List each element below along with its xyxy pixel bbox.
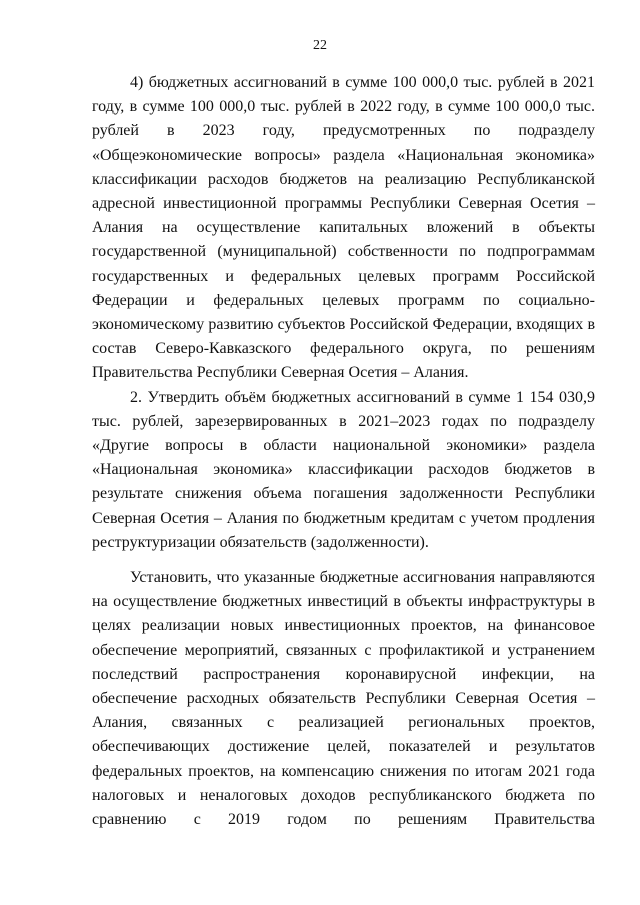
paragraph-budget-allocations-item-4: 4) бюджетных ассигнований в сумме 100 000,0 тыс. рублей в 2021 году, в сумме 100 000,0 тыс. рублей в 2022 году, в сумме 100 000,0 тыс. рублей в 2023 году, предусмотренных по подразделу «Общеэкономические вопросы» раздела «Национальная экономика» классификации расходов бюджетов на реализацию Республиканской адресной инвестиционной программы Республики Северная Осетия – Алания на осуществление капитальных вложений в объекты государственной (муниципальной) собственности по подпрограммам государственных и федеральных целевых программ Российской Федерации и федеральных целевых программ по социально-экономическому развитию субъектов Российской Федерации, входящих в состав Северо-Кавказского федерального округа, по решениям Правительства Республики Северная Осетия – Алания.	[92, 74, 595, 382]
page-number: 22	[313, 38, 327, 53]
paragraph-approve-budget-allocations: 2. Утвердить объём бюджетных ассигнований в сумме 1 154 030,9 тыс. рублей, зарезервированных в 2021–2023 годах по подразделу «Другие вопросы в области национальной экономики» раздела «Национальная экономика» классификации расходов бюджетов в результате снижения объема погашения задолженности Республики Северная Осетия – Алания по бюджетным кредитам с учетом продления реструктуризации обязательств (задолженности).	[92, 388, 595, 551]
paragraph-establish-allocation-purposes: Установить, что указанные бюджетные ассигнования направляются на осуществление бюджетных инвестиций в объекты инфраструктуры в целях реализации новых инвестиционных проектов, на финансовое обеспечение мероприятий, связанных с профилактикой и устранением последствий распространения коронавирусной инфекции, на обеспечение расходных обязательств Республики Северная Осетия – Алания, связанных с реализацией региональных проектов, обеспечивающих достижение целей, показателей и результатов федеральных проектов, на компенсацию снижения по итогам 2021 года налоговых и неналоговых доходов республиканского бюджета по сравнению с 2019 годом по решениям Правительства	[92, 569, 595, 829]
document-body	[92, 71, 595, 832]
